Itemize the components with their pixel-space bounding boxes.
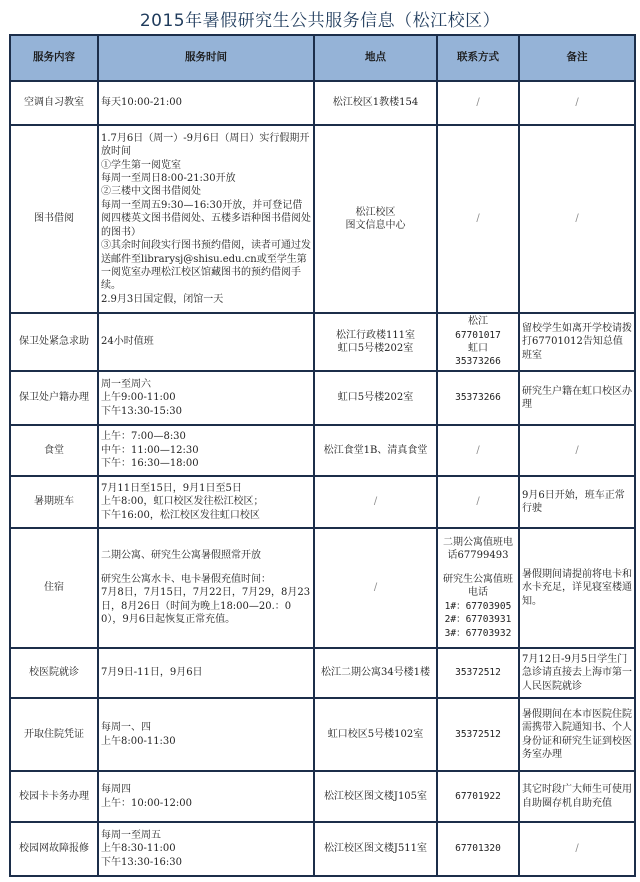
location-cell — [314, 81, 437, 125]
cell-line: 下午16:00，松江校区发往虹口校区 — [101, 509, 260, 521]
cell-line: 每周四 — [101, 784, 131, 796]
column-header-time: 服务时间 — [98, 35, 314, 81]
cell-line: 上午：7:00—8:30 — [101, 431, 186, 443]
cell-line: 9月6日开始，班车正常行驶 — [522, 489, 625, 514]
service-name-cell: 校医院就诊 — [10, 648, 98, 698]
location-cell — [314, 125, 437, 313]
cell-line: 虹口 — [468, 343, 488, 354]
location-cell — [314, 822, 437, 876]
cell-line: 1.7月6日（周一）-9月6日（周日）实行假期开放时间 — [101, 132, 310, 158]
note-cell — [519, 771, 635, 822]
cell-line: 研究生户籍在虹口校区办理 — [522, 385, 632, 410]
note-cell — [519, 425, 635, 476]
cell-line: 中午：11:00—12:30 — [101, 444, 199, 456]
cell-line: ②三楼中文图书借阅处 — [101, 186, 201, 198]
cell-line: 1#：67703905 — [444, 600, 512, 612]
cell-line: 上午8:30-11:00 — [101, 843, 176, 855]
cell-line: 每周一至周五9:30—16:30开放，并可登记借阅四楼英文图书借阅处、五楼多语种图书借阅处的图书） — [101, 199, 311, 238]
cell-line: 松江校区图文楼J511室 — [323, 843, 428, 855]
note-cell — [519, 528, 635, 648]
note-cell — [519, 476, 635, 528]
cell-line: ①学生第一阅览室 — [101, 159, 181, 171]
spacer — [101, 563, 311, 573]
service-name-cell: 暑期班车 — [10, 476, 98, 528]
service-name-cell: 住宿 — [10, 528, 98, 648]
service-name-cell: 保卫处紧急求助 — [10, 313, 98, 371]
cell-line: 7月9日-11日，9月6日 — [101, 667, 203, 679]
cell-line: 上午：10:00-12:00 — [101, 797, 193, 809]
contact-cell — [437, 313, 519, 371]
contact-cell — [437, 371, 519, 425]
column-header-location: 地点 — [314, 35, 437, 81]
contact-cell — [437, 476, 519, 528]
service-time-cell — [98, 698, 314, 771]
table-row — [10, 771, 635, 822]
cell-line: / — [575, 97, 579, 109]
service-time-cell — [98, 125, 314, 313]
contact-cell — [437, 771, 519, 822]
cell-line: / — [575, 213, 579, 225]
service-time-cell — [98, 81, 314, 125]
cell-line: 研究生公寓水卡、电卡暑假充值时间： — [101, 573, 271, 585]
note-cell — [519, 81, 635, 125]
service-time-cell — [98, 476, 314, 528]
cell-line: 暑假期间在本市医院住院需携带入院通知书、个人身份证和研究生证到校医务室办理 — [522, 708, 632, 760]
service-time-cell — [98, 313, 314, 371]
service-name-cell: 校园卡卡务办理 — [10, 771, 98, 822]
page-title: 2015年暑假研究生公共服务信息（松江校区） — [139, 11, 501, 31]
service-time-cell — [98, 648, 314, 698]
table-row — [10, 648, 635, 698]
cell-line: 图文信息中心 — [345, 220, 406, 231]
service-name-cell: 开取住院凭证 — [10, 698, 98, 771]
table-row — [10, 81, 635, 125]
cell-line: 松江二期公寓34号楼1楼 — [320, 667, 431, 679]
cell-line: 研究生公寓值班电话 — [443, 573, 513, 599]
cell-line: 35373266 — [455, 356, 501, 368]
table-row — [10, 698, 635, 771]
table-row — [10, 313, 635, 371]
location-cell — [314, 313, 437, 371]
contact-cell — [437, 648, 519, 698]
cell-line: 每周一、四 — [101, 722, 151, 734]
service-name-cell: 校园网故障报修 — [10, 822, 98, 876]
cell-line: 下午13:30-15:30 — [101, 405, 183, 417]
column-header-contact: 联系方式 — [437, 35, 519, 81]
cell-line: 2#：67703931 — [444, 614, 512, 626]
cell-line: 松江 — [468, 316, 488, 328]
table-row — [10, 528, 635, 648]
service-time-cell — [98, 771, 314, 822]
cell-line: ③其余时间段实行图书预约借阅，读者可通过发送邮件至librarysj@shisu.edu.cn或至学生第一阅览室办理松江校区馆藏图书的预约借阅手续。 — [101, 240, 311, 292]
table-row — [10, 476, 635, 528]
note-cell — [519, 648, 635, 698]
cell-line: 35373266 — [455, 392, 501, 404]
spacer — [440, 563, 516, 573]
contact-cell — [437, 698, 519, 771]
service-name-cell: 保卫处户籍办理 — [10, 371, 98, 425]
contact-cell — [437, 822, 519, 876]
contact-cell — [437, 81, 519, 125]
location-cell — [314, 425, 437, 476]
cell-line: 每周一至周五 — [101, 829, 161, 841]
cell-line: 上午9:00-11:00 — [101, 392, 176, 404]
column-header-service: 服务内容 — [10, 35, 98, 81]
cell-line: / — [575, 444, 579, 456]
note-cell — [519, 698, 635, 771]
cell-line: 其它时段广大师生可使用自助圈存机自助充值 — [522, 784, 632, 809]
cell-line: 3#：67703932 — [444, 627, 512, 639]
cell-line: 二期公寓、研究生公寓暑假照常开放 — [101, 550, 261, 562]
cell-line: 67701320 — [455, 843, 501, 855]
service-time-cell — [98, 371, 314, 425]
location-cell — [314, 698, 437, 771]
table-row — [10, 125, 635, 313]
cell-line: / — [575, 843, 579, 855]
note-cell — [519, 822, 635, 876]
cell-line: 7月8日，7月15日，7月22日，7月29，8月23日，8月26日（时间为晚上18:00—20.：00），9月6日起恢复正常充值。 — [101, 587, 311, 626]
cell-line: 虹口校区5号楼102室 — [327, 728, 424, 740]
cell-line: 二期公寓值班电话67799493 — [443, 537, 513, 562]
column-header-note: 备注 — [519, 35, 635, 81]
cell-line: 每周一至周日8:00-21:30开放 — [101, 173, 236, 185]
cell-line: / — [373, 496, 378, 508]
cell-line: 上午8:00，虹口校区发往松江校区； — [101, 496, 264, 508]
location-cell — [314, 476, 437, 528]
cell-line: 下午：16:30—18:00 — [101, 458, 199, 470]
cell-line: 暑假期间请提前将电卡和水卡充足，详见寝室楼通知。 — [522, 568, 632, 607]
cell-line: 留校学生如离开学校请拨打67701012告知总值班室 — [522, 322, 632, 361]
location-cell — [314, 371, 437, 425]
contact-cell — [437, 125, 519, 313]
cell-line: 2.9月3日国定假，闭馆一天 — [101, 293, 224, 305]
table-row — [10, 425, 635, 476]
table-header-row — [10, 35, 635, 81]
cell-line: 7月12日-9月5日学生门急诊请直接去上海市第一人民医院就诊 — [522, 653, 632, 692]
note-cell — [519, 125, 635, 313]
location-cell — [314, 528, 437, 648]
cell-line: / — [476, 444, 480, 456]
cell-line: 24小时值班 — [101, 336, 154, 348]
cell-line: 松江行政楼111室 — [335, 329, 416, 341]
service-name-cell: 空调自习教室 — [10, 81, 98, 125]
location-cell — [314, 648, 437, 698]
service-time-cell — [98, 425, 314, 476]
service-name-cell: 图书借阅 — [10, 125, 98, 313]
cell-line: 松江校区1教楼154 — [332, 97, 419, 109]
cell-line: 虹口5号楼202室 — [337, 343, 414, 354]
note-cell — [519, 371, 635, 425]
table-row — [10, 822, 635, 876]
cell-line: 周一至周六 — [101, 378, 151, 390]
service-name-cell: 食堂 — [10, 425, 98, 476]
contact-cell — [437, 528, 519, 648]
service-schedule-table — [9, 34, 636, 877]
service-time-cell — [98, 822, 314, 876]
cell-line: / — [476, 496, 480, 508]
cell-line: 67701017 — [455, 329, 501, 341]
cell-line: 下午13:30-16:30 — [101, 856, 183, 868]
cell-line: 上午8:00-11:30 — [101, 735, 176, 747]
cell-line: 松江食堂1B、清真食堂 — [323, 444, 428, 456]
cell-line: 7月11日至15日，9月1日至5日 — [101, 482, 242, 494]
location-cell — [314, 771, 437, 822]
cell-line: / — [476, 97, 480, 109]
service-time-cell — [98, 528, 314, 648]
cell-line: / — [373, 582, 378, 594]
cell-line: 松江校区 — [355, 206, 396, 218]
table-row — [10, 371, 635, 425]
cell-line: 松江校区图文楼J105室 — [323, 790, 428, 802]
cell-line: 67701922 — [455, 790, 501, 802]
contact-cell — [437, 425, 519, 476]
cell-line: 35372512 — [455, 667, 501, 679]
cell-line: 虹口5号楼202室 — [337, 392, 414, 404]
cell-line: 35372512 — [455, 728, 501, 740]
cell-line: 每天10:00-21:00 — [101, 97, 183, 109]
cell-line: / — [476, 213, 480, 225]
note-cell — [519, 313, 635, 371]
